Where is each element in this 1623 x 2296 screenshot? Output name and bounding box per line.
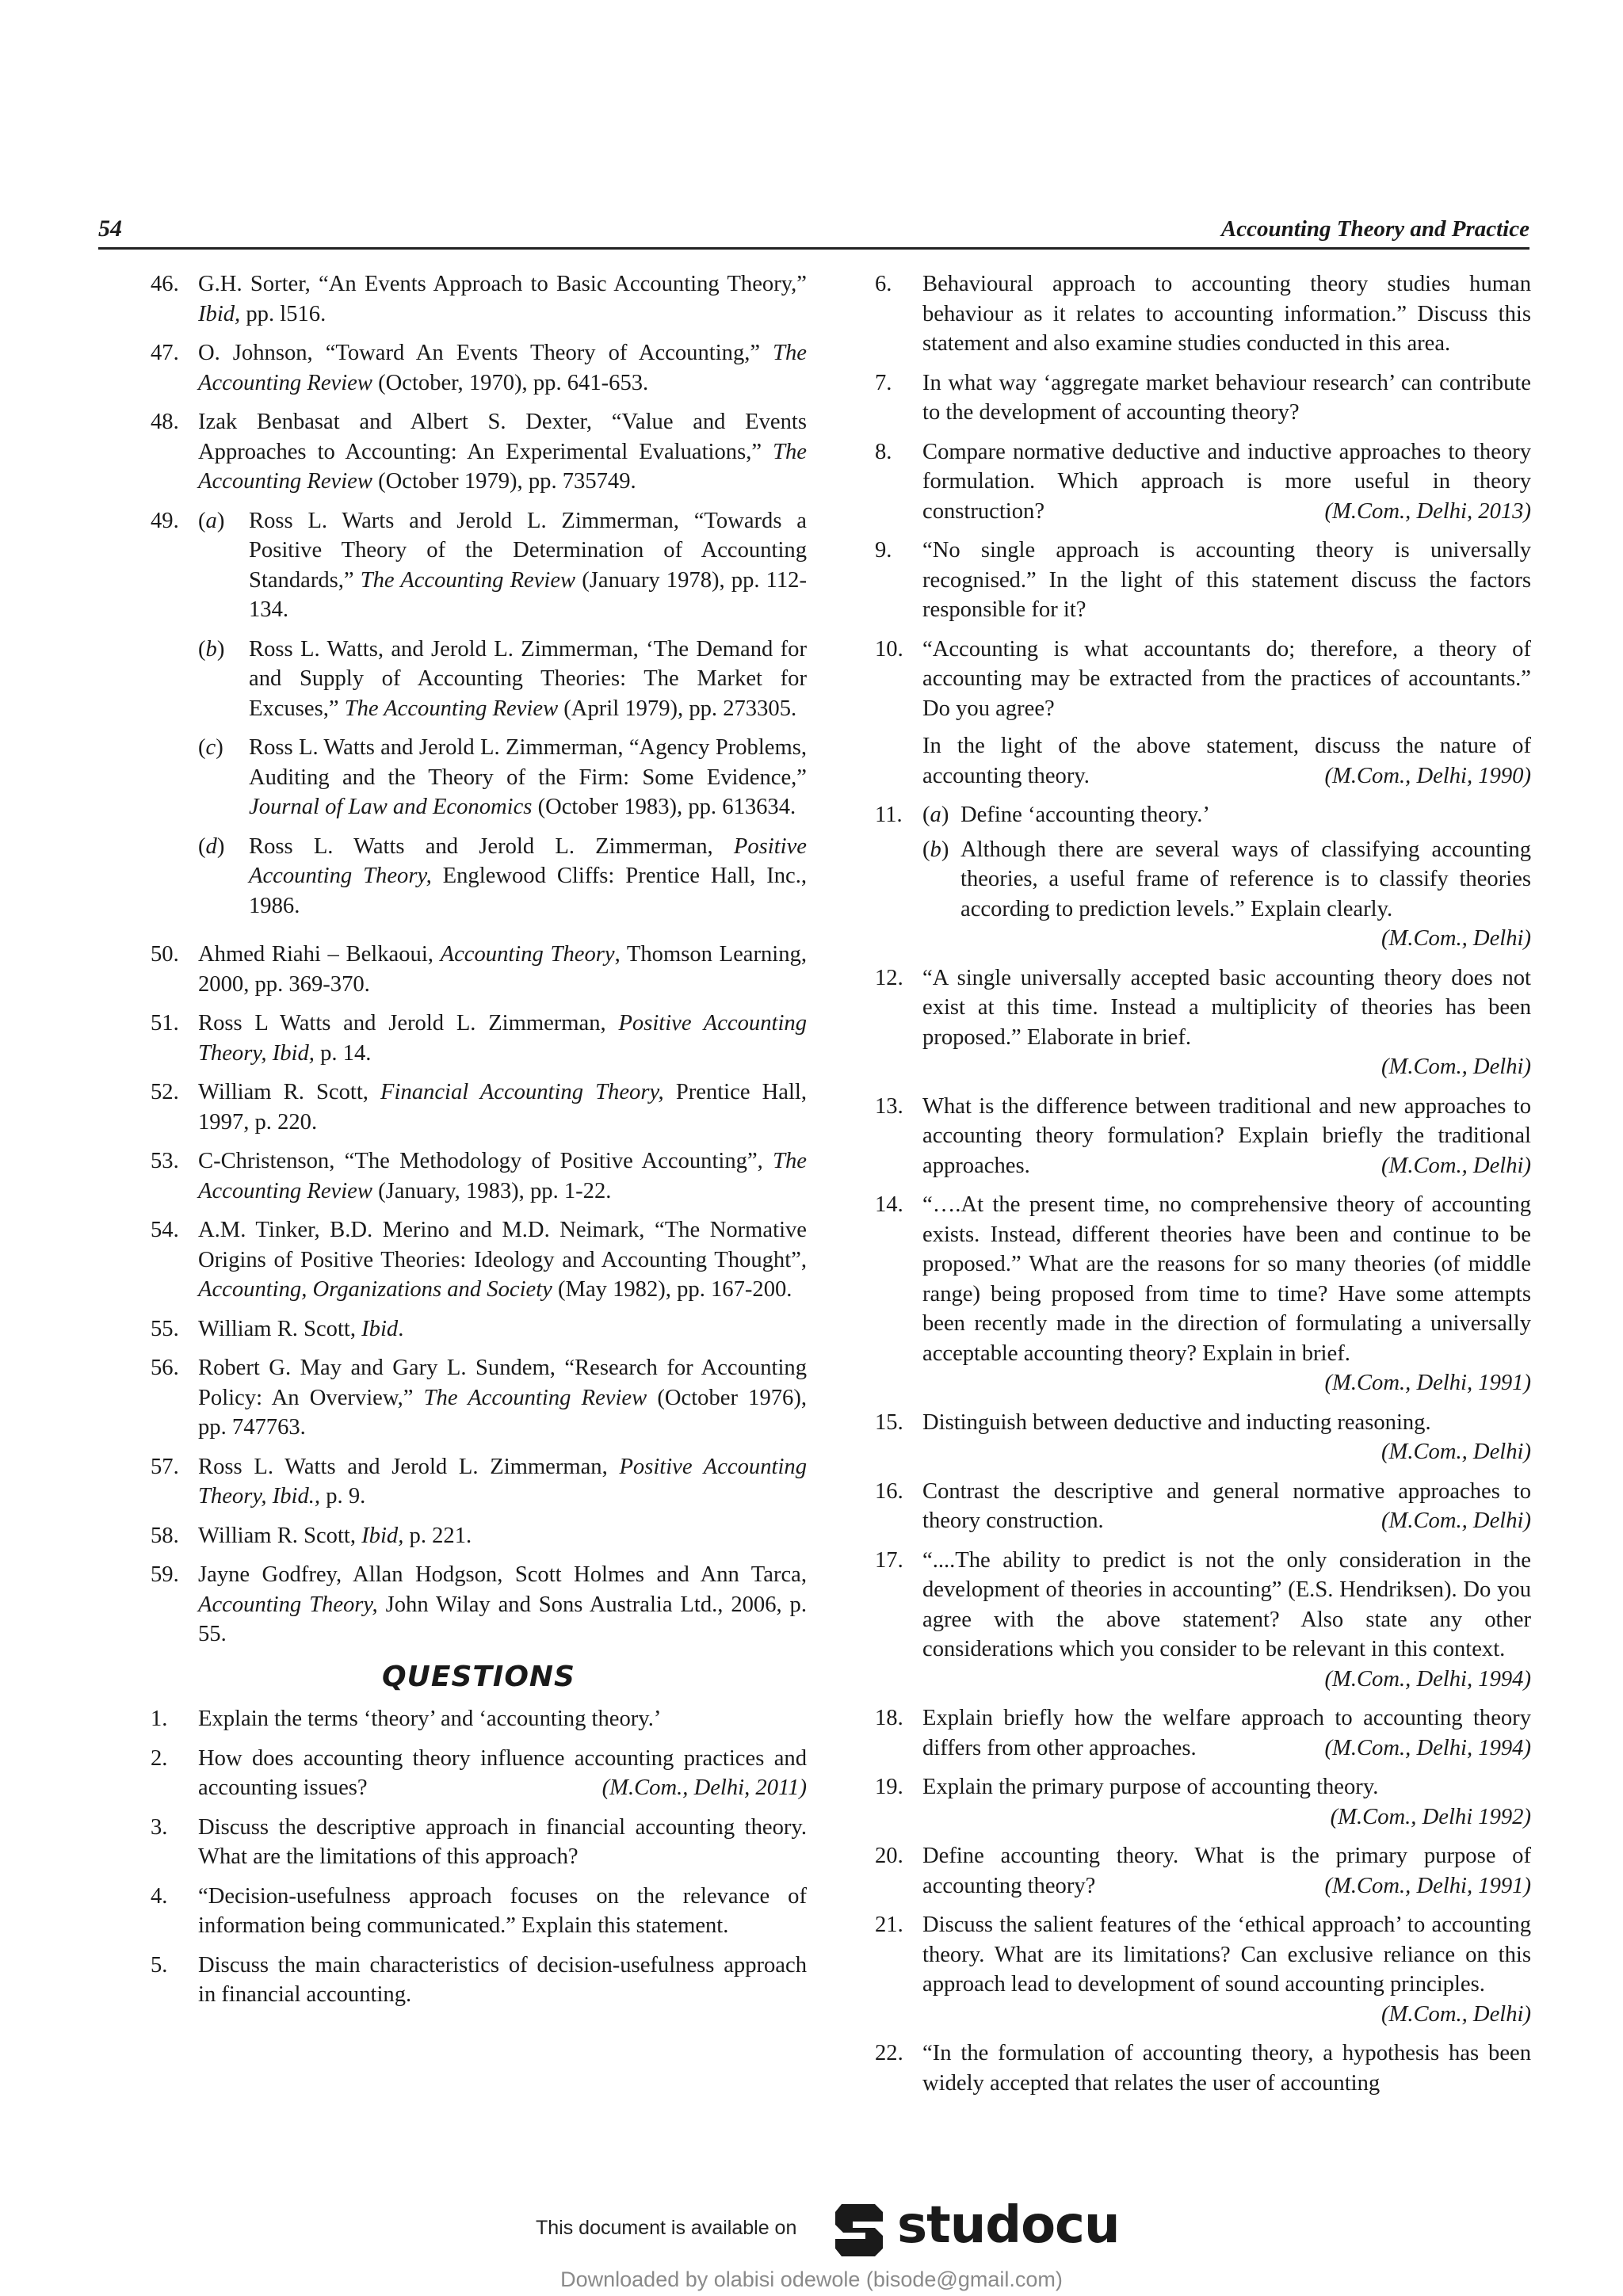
question-number: 17.: [875, 1547, 903, 1573]
available-on-text: This document is available on: [536, 2217, 797, 2239]
question-number: 13.: [875, 1093, 903, 1119]
reference-text: O. Johnson, “Toward An Events Theory of Accounting,” The Accounting Review (October, 1970), pp. 641-653.: [198, 341, 807, 395]
question-number: 21.: [875, 1913, 903, 1937]
reference-number: 48.: [151, 410, 179, 434]
question-text: [922, 1910, 1531, 2029]
question-text: [922, 1546, 1531, 1695]
subitem-label: (d): [198, 833, 225, 859]
question-text: [922, 1772, 1531, 1832]
question-text: [922, 2039, 1531, 2098]
subitem-label: (b): [922, 837, 949, 862]
question-body: “….At the present time, no comprehensive theory of accounting exists. Instead, different theories have been and continue to be proposed.” What are the reasons for so many theories (of middle range) being proposed from time to time? Have some attempts been recently made in the direction of formulating a universally acceptable accounting theory? Explain in brief.: [922, 1192, 1531, 1366]
question-item: [151, 1704, 807, 1734]
question-item: [867, 1190, 1531, 1398]
reference-item: [151, 407, 807, 497]
reference-text: [198, 506, 807, 931]
reference-item: [151, 1146, 807, 1206]
left-column: [151, 269, 807, 2019]
running-title: Accounting Theory and Practice: [1220, 216, 1529, 242]
questions-list-left: [151, 1704, 807, 2010]
question-item: [867, 1910, 1531, 2029]
question-item: [867, 536, 1531, 625]
question-number: 14.: [875, 1192, 903, 1217]
reference-subitem: [198, 635, 807, 724]
question-text: [922, 536, 1531, 625]
question-body: Explain the terms ‘theory’ and ‘accounting theory.’: [198, 1707, 662, 1731]
question-subitem: [922, 800, 1531, 830]
question-source: (M.Com., Delhi, 2013): [1324, 498, 1531, 524]
reference-number: 46.: [151, 272, 179, 296]
question-item: [867, 635, 1531, 791]
subitem-label: (c): [198, 735, 223, 760]
reference-item: [151, 1215, 807, 1305]
question-body: “Accounting is what accountants do; therefore, a theory of accounting may be extracted from the practices of accountants.” Do you agree?: [922, 636, 1531, 721]
question-body: “A single universally accepted basic accounting theory does not exist at this time. Instead a multiplicity of theories has been proposed.” Elaborate in brief.: [922, 965, 1531, 1050]
questions-heading: QUESTIONS: [382, 1660, 575, 1693]
question-text: [198, 1951, 807, 2010]
question-item: [151, 1813, 807, 1872]
reference-number: 53.: [151, 1149, 179, 1173]
question-item: [151, 1744, 807, 1803]
subitem-text: Define ‘accounting theory.’: [960, 803, 1210, 827]
question-number: 15.: [875, 1409, 903, 1435]
question-body: Explain the primary purpose of accounting theory.: [922, 1775, 1379, 1799]
question-number: 12.: [875, 965, 903, 990]
question-source: (M.Com., Delhi, 1991): [1324, 1371, 1531, 1395]
question-item: [151, 1951, 807, 2010]
question-number: 16.: [875, 1478, 903, 1504]
question-text: [198, 1813, 807, 1872]
reference-number: 51.: [151, 1011, 179, 1035]
question-item: [867, 1408, 1531, 1467]
references-list: [151, 269, 807, 1650]
question-item: [867, 2039, 1531, 2098]
reference-item: [151, 1077, 807, 1137]
question-body: Discuss the salient features of the ‘ethical approach’ to accounting theory. What are its limitations? Can exclusive reliance on this approach lead to development of sound accounting principles.: [922, 1913, 1531, 1997]
question-item: [867, 269, 1531, 359]
reference-item: [151, 940, 807, 999]
question-number: 22.: [875, 2041, 903, 2065]
reference-number: 59.: [151, 1562, 179, 1587]
subitem-label: (a): [198, 508, 225, 533]
reference-item: [151, 269, 807, 329]
studocu-brand-text: studocu: [897, 2196, 1120, 2255]
question-body: Discuss the descriptive approach in financial accounting theory. What are the limitations of this approach?: [198, 1814, 807, 1869]
question-text: [198, 1744, 807, 1803]
question-text: [922, 1703, 1531, 1763]
question-text: [922, 1190, 1531, 1398]
subitem-text: Ross L. Watts, and Jerold L. Zimmerman, ‘The Demand for and Supply of Accounting Theories: The Market for Excuses,” The Accounting Review (April 1979), pp. 273305.: [249, 636, 807, 721]
question-subitem: [922, 835, 1531, 925]
question-body: “Decision-usefulness approach focuses on the relevance of information being communicated.” Explain this statement.: [198, 1883, 807, 1938]
question-source: (M.Com., Delhi 1992): [1330, 1804, 1531, 1829]
page-number: 54: [98, 215, 122, 242]
question-number: 20.: [875, 1844, 903, 1868]
question-number: 19.: [875, 1775, 903, 1799]
question-source: (M.Com., Delhi, 1990): [1324, 763, 1531, 788]
question-source: (M.Com., Delhi): [1381, 1440, 1531, 1464]
reference-text: William R. Scott, Ibid.: [198, 1316, 404, 1341]
question-number: 18.: [875, 1706, 903, 1730]
question-body: Distinguish between deductive and inducting reasoning.: [922, 1409, 1431, 1435]
question-number: 10.: [875, 636, 903, 662]
reference-item: [151, 506, 807, 931]
studocu-banner: [0, 2193, 1623, 2264]
question-item: [867, 1092, 1531, 1181]
question-body: Explain briefly how the welfare approach to accounting theory differs from other approaches.: [922, 1706, 1531, 1760]
question-source: (M.Com., Delhi): [1381, 2001, 1531, 2027]
reference-item: [151, 1521, 807, 1551]
question-text: [198, 1882, 807, 1941]
reference-subitem: [198, 733, 807, 822]
question-body: Discuss the main characteristics of decision-usefulness approach in financial accounting.: [198, 1952, 807, 2007]
question-item: [867, 1703, 1531, 1763]
question-paragraph: [922, 731, 1531, 791]
reference-number: 57.: [151, 1454, 179, 1479]
question-body: “....The ability to predict is not the only consideration in the development of theories in accounting” (E.S. Hendriksen). Do you agree with the above statement? Also state any other considerations which you consider to be relevant in this context.: [922, 1547, 1531, 1661]
reference-item: [151, 1452, 807, 1512]
question-text: [922, 635, 1531, 791]
question-number: 1.: [151, 1707, 168, 1731]
question-text: [922, 368, 1531, 428]
page-header: [98, 211, 1529, 250]
reference-text: William R. Scott, Financial Accounting Theory, Prentice Hall, 1997, p. 220.: [198, 1080, 807, 1135]
reference-number: 55.: [151, 1316, 179, 1341]
question-text: [922, 1841, 1531, 1901]
question-number: 6.: [875, 272, 892, 296]
reference-text: William R. Scott, Ibid, p. 221.: [198, 1523, 472, 1548]
reference-number: 50.: [151, 942, 179, 967]
question-text: [922, 437, 1531, 527]
question-number: 3.: [151, 1814, 168, 1840]
question-item: [867, 1477, 1531, 1536]
reference-number: 52.: [151, 1080, 179, 1104]
subitem-text: Ross L. Watts and Jerold L. Zimmerman, “Agency Problems, Auditing and the Theory of the Firm: Some Evidence,” Journal of Law and Economics (October 1983), pp. 613634.: [249, 735, 807, 819]
question-body: Behavioural approach to accounting theory studies human behaviour as it relates to accounting information.” Discuss this statement and also examine studies conducted in this area.: [922, 272, 1531, 356]
reference-number: 54.: [151, 1218, 179, 1242]
question-source: (M.Com., Delhi): [1381, 1153, 1531, 1178]
question-body: How does accounting theory influence accounting practices and accounting issues?: [198, 1745, 807, 1800]
question-number: 7.: [875, 370, 892, 395]
question-number: 11.: [875, 803, 903, 827]
reference-text: Robert G. May and Gary L. Sundem, “Research for Accounting Policy: An Overview,” The Accounting Review (October 1976), pp. 747763.: [198, 1356, 807, 1440]
question-source: (M.Com., Delhi, 1994): [1324, 1735, 1531, 1760]
question-source: (M.Com., Delhi, 2011): [601, 1775, 807, 1800]
question-body: What is the difference between traditional and new approaches to accounting theory formulation? Explain briefly the traditional approaches.: [922, 1093, 1531, 1178]
reference-number: 58.: [151, 1523, 179, 1548]
question-item: [867, 963, 1531, 1082]
reference-subitem: [198, 832, 807, 921]
reference-number: 56.: [151, 1356, 179, 1380]
subitem-text: Although there are several ways of classifying accounting theories, a useful frame of reference is to classify theories according to prediction levels.” Explain clearly.: [960, 837, 1531, 921]
reference-number: 47.: [151, 341, 179, 365]
question-source: (M.Com., Delhi, 1991): [1324, 1873, 1531, 1898]
question-text: [922, 963, 1531, 1082]
question-item: [867, 1841, 1531, 1901]
question-source: (M.Com., Delhi): [1381, 1508, 1531, 1533]
question-item: [867, 1772, 1531, 1832]
reference-text: Ross L Watts and Jerold L. Zimmerman, Positive Accounting Theory, Ibid, p. 14.: [198, 1011, 807, 1066]
question-body: Compare normative deductive and inductive approaches to theory formulation. Which approach is more useful in theory construction?: [922, 439, 1531, 524]
reference-item: [151, 1560, 807, 1650]
question-item: [867, 800, 1531, 954]
subitem-text: Ross L. Watts and Jerold L. Zimmerman, Positive Accounting Theory, Englewood Cliffs: Prentice Hall, Inc., 1986.: [249, 833, 808, 918]
reference-text: Jayne Godfrey, Allan Hodgson, Scott Holmes and Ann Tarca, Accounting Theory, John Wilay and Sons Australia Ltd., 2006, p. 55.: [198, 1562, 807, 1646]
question-source: (M.Com., Delhi): [1381, 1055, 1531, 1079]
question-item: [867, 437, 1531, 527]
question-number: 8.: [875, 439, 892, 464]
question-number: 5.: [151, 1952, 168, 1978]
question-source: (M.Com., Delhi): [1381, 926, 1531, 951]
subitem-label: (a): [922, 803, 949, 827]
subitem-text: Ross L. Warts and Jerold L. Zimmerman, “Towards a Positive Theory of the Determination of Accounting Standards,” The Accounting Review (January 1978), pp. 112-134.: [249, 508, 807, 622]
right-column: [867, 269, 1531, 2107]
reference-item: [151, 1314, 807, 1344]
question-text: [922, 1092, 1531, 1181]
reference-text: C-Christenson, “The Methodology of Positive Accounting”, The Accounting Review (January, 1983), pp. 1-22.: [198, 1149, 807, 1203]
question-body: Define accounting theory. What is the primary purpose of accounting theory?: [922, 1844, 1531, 1898]
question-text: [922, 269, 1531, 359]
question-body: “In the formulation of accounting theory, a hypothesis has been widely accepted that relates the user of accounting: [922, 2041, 1531, 2096]
question-text: [922, 1408, 1531, 1467]
question-number: 9.: [875, 538, 892, 563]
question-item: [151, 1882, 807, 1941]
question-item: [867, 1546, 1531, 1695]
question-body: Contrast the descriptive and general normative approaches to theory construction.: [922, 1478, 1531, 1533]
question-text: [922, 800, 1531, 954]
reference-subitem: [198, 506, 807, 625]
reference-text: G.H. Sorter, “An Events Approach to Basic Accounting Theory,” Ibid, pp. l516.: [198, 272, 807, 326]
question-source: (M.Com., Delhi, 1994): [1324, 1666, 1531, 1691]
question-text: [198, 1704, 807, 1734]
reference-text: Ross L. Watts and Jerold L. Zimmerman, Positive Accounting Theory, Ibid., p. 9.: [198, 1454, 807, 1508]
reference-item: [151, 338, 807, 398]
question-number: 4.: [151, 1883, 168, 1909]
reference-item: [151, 1353, 807, 1443]
reference-item: [151, 1009, 807, 1068]
studocu-logo-icon: [834, 2198, 889, 2261]
reference-text: Ahmed Riahi – Belkaoui, Accounting Theory, Thomson Learning, 2000, pp. 369-370.: [198, 942, 807, 997]
reference-text: Izak Benbasat and Albert S. Dexter, “Value and Events Approaches to Accounting: An Experimental Evaluations,” The Accounting Review (October 1979), pp. 735749.: [198, 410, 807, 494]
question-body: In what way ‘aggregate market behaviour research’ can contribute to the development of accounting theory?: [922, 370, 1531, 425]
reference-text: A.M. Tinker, B.D. Merino and M.D. Neimark, “The Normative Origins of Positive Theories: Ideology and Accounting Thought”, Accounting, Organizations and Society (May 1982), pp. 167-200.: [198, 1218, 807, 1302]
question-text: [922, 1477, 1531, 1536]
subitem-label: (b): [198, 636, 225, 662]
question-item: [867, 368, 1531, 428]
reference-number: 49.: [151, 508, 179, 533]
question-number: 2.: [151, 1745, 168, 1771]
question-body: In the light of the above statement, discuss the nature of accounting theory.: [922, 734, 1531, 788]
downloaded-by-text: Downloaded by olabisi odewole (bisode@gmail.com): [560, 2267, 1063, 2291]
questions-list-right: [867, 269, 1531, 2098]
question-body: “No single approach is accounting theory is universally recognised.” In the light of this statement discuss the factors responsible for it?: [922, 538, 1531, 622]
